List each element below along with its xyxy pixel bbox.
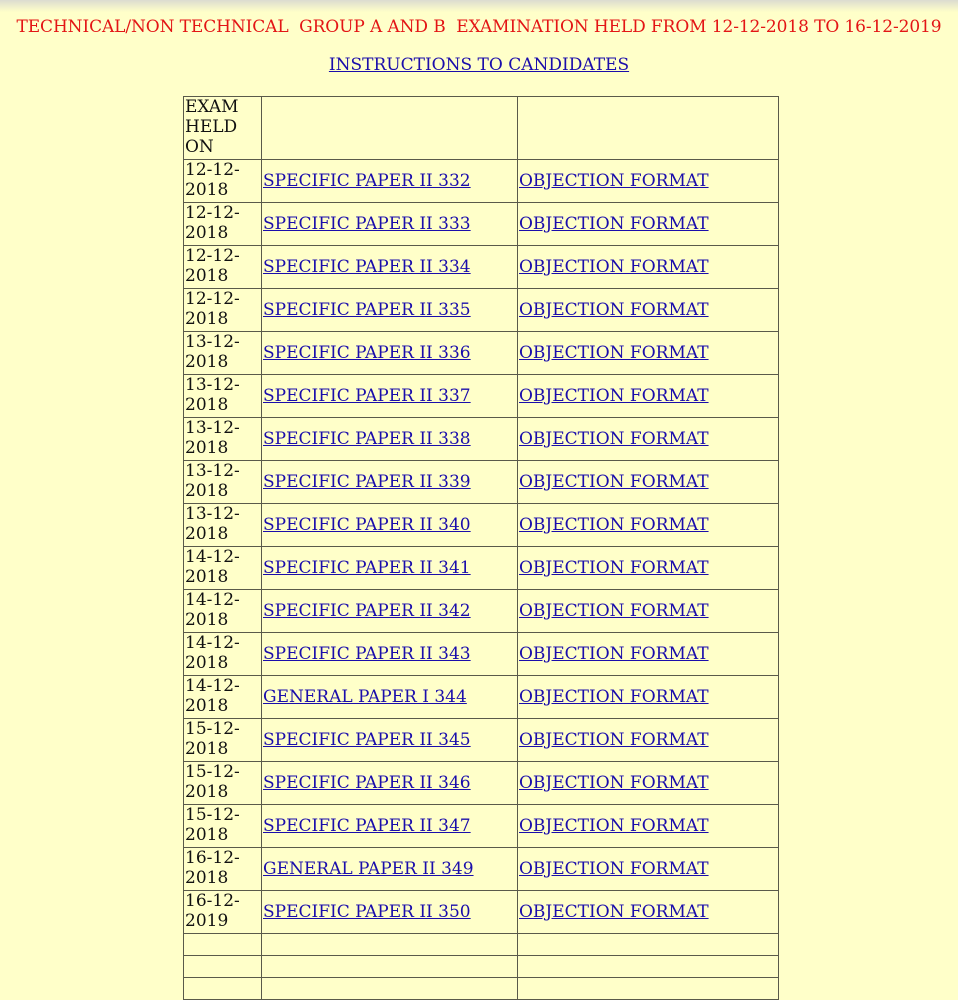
objection-format-link[interactable]: OBJECTION FORMAT [519,773,709,793]
paper-cell [262,676,518,719]
exam-date-cell: 14-12-2018 [184,547,262,590]
objection-cell [518,504,779,547]
top-shadow [0,0,958,12]
empty-cell [262,934,518,956]
paper-cell [262,547,518,590]
objection-cell [518,719,779,762]
exam-table-body [184,97,779,1000]
paper-link[interactable]: GENERAL PAPER II 349 [263,859,474,879]
paper-link[interactable]: SPECIFIC PAPER II 332 [263,171,471,191]
exam-date-cell: 12-12-2018 [184,203,262,246]
table-row [184,762,779,805]
exam-date-cell: 14-12-2018 [184,633,262,676]
exam-date-cell: 15-12-2018 [184,719,262,762]
paper-link[interactable]: SPECIFIC PAPER II 341 [263,558,471,578]
exam-date-cell: 13-12-2018 [184,418,262,461]
exam-date-cell: 15-12-2018 [184,762,262,805]
paper-link[interactable]: SPECIFIC PAPER II 346 [263,773,471,793]
table-row [184,246,779,289]
empty-cell [518,978,779,1000]
exam-date-cell: 16-12-2018 [184,848,262,891]
objection-format-link[interactable]: OBJECTION FORMAT [519,687,709,707]
table-row [184,289,779,332]
objection-format-link[interactable]: OBJECTION FORMAT [519,730,709,750]
paper-cell [262,332,518,375]
objection-format-link[interactable]: OBJECTION FORMAT [519,558,709,578]
objection-cell [518,203,779,246]
paper-cell [262,848,518,891]
objection-cell [518,332,779,375]
objection-format-link[interactable]: OBJECTION FORMAT [519,300,709,320]
header-date-cell: EXAM HELD ON [184,97,262,160]
table-row [184,461,779,504]
header-objection-cell [518,97,779,160]
objection-format-link[interactable]: OBJECTION FORMAT [519,644,709,664]
empty-table-row [184,934,779,956]
paper-cell [262,719,518,762]
paper-cell [262,504,518,547]
header-paper-cell [262,97,518,160]
empty-table-row [184,978,779,1000]
paper-cell [262,375,518,418]
objection-cell [518,590,779,633]
exam-date-cell: 13-12-2018 [184,375,262,418]
objection-cell [518,547,779,590]
paper-link[interactable]: SPECIFIC PAPER II 342 [263,601,471,621]
exam-date-cell: 12-12-2018 [184,160,262,203]
empty-cell [184,934,262,956]
table-row [184,547,779,590]
exam-date-cell: 16-12-2019 [184,891,262,934]
paper-link[interactable]: SPECIFIC PAPER II 347 [263,816,471,836]
paper-cell [262,461,518,504]
objection-format-link[interactable]: OBJECTION FORMAT [519,902,709,922]
table-row [184,504,779,547]
instructions-link[interactable]: INSTRUCTIONS TO CANDIDATES [328,55,630,75]
paper-link[interactable]: SPECIFIC PAPER II 345 [263,730,471,750]
objection-format-link[interactable]: OBJECTION FORMAT [519,214,709,234]
table-row [184,805,779,848]
paper-link[interactable]: SPECIFIC PAPER II 335 [263,300,471,320]
table-row [184,332,779,375]
paper-link[interactable]: SPECIFIC PAPER II 338 [263,429,471,449]
empty-cell [184,978,262,1000]
exam-date-cell: 14-12-2018 [184,590,262,633]
objection-cell [518,461,779,504]
paper-cell [262,289,518,332]
objection-format-link[interactable]: OBJECTION FORMAT [519,472,709,492]
empty-cell [518,934,779,956]
paper-link[interactable]: SPECIFIC PAPER II 343 [263,644,471,664]
table-row [184,891,779,934]
objection-format-link[interactable]: OBJECTION FORMAT [519,343,709,363]
objection-cell [518,676,779,719]
paper-link[interactable]: SPECIFIC PAPER II 334 [263,257,471,277]
paper-cell [262,633,518,676]
exam-date-cell: 15-12-2018 [184,805,262,848]
objection-cell [518,375,779,418]
objection-cell [518,891,779,934]
instructions-container [0,55,958,75]
objection-cell [518,848,779,891]
paper-link[interactable]: SPECIFIC PAPER II 336 [263,343,471,363]
exam-date-cell: 12-12-2018 [184,289,262,332]
paper-cell [262,762,518,805]
paper-cell [262,418,518,461]
objection-cell [518,633,779,676]
objection-format-link[interactable]: OBJECTION FORMAT [519,816,709,836]
paper-cell [262,203,518,246]
objection-format-link[interactable]: OBJECTION FORMAT [519,429,709,449]
objection-cell [518,418,779,461]
table-header-row [184,97,779,160]
paper-cell [262,805,518,848]
table-row [184,848,779,891]
table-row [184,375,779,418]
table-row [184,633,779,676]
objection-format-link[interactable]: OBJECTION FORMAT [519,515,709,535]
empty-cell [184,956,262,978]
paper-link[interactable]: SPECIFIC PAPER II 340 [263,515,471,535]
objection-format-link[interactable]: OBJECTION FORMAT [519,257,709,277]
table-row [184,160,779,203]
exam-date-cell: 13-12-2018 [184,504,262,547]
table-row [184,203,779,246]
paper-cell [262,590,518,633]
table-row [184,418,779,461]
paper-link[interactable]: SPECIFIC PAPER II 333 [263,214,471,234]
paper-link[interactable]: GENERAL PAPER I 344 [263,687,467,707]
paper-link[interactable]: SPECIFIC PAPER II 339 [263,472,471,492]
paper-link[interactable]: SPECIFIC PAPER II 350 [263,902,471,922]
paper-cell [262,160,518,203]
exam-date-cell: 13-12-2018 [184,461,262,504]
exam-date-cell: 14-12-2018 [184,676,262,719]
paper-link[interactable]: SPECIFIC PAPER II 337 [263,386,471,406]
objection-format-link[interactable]: OBJECTION FORMAT [519,171,709,191]
table-row [184,676,779,719]
empty-cell [262,956,518,978]
objection-format-link[interactable]: OBJECTION FORMAT [519,386,709,406]
objection-cell [518,289,779,332]
objection-format-link[interactable]: OBJECTION FORMAT [519,859,709,879]
empty-cell [518,956,779,978]
page-title: TECHNICAL/NON TECHNICAL GROUP A AND B EXAMINATION HELD FROM 12-12-2018 TO 16-12-2019 [16,17,942,37]
objection-format-link[interactable]: OBJECTION FORMAT [519,601,709,621]
objection-cell [518,160,779,203]
paper-cell [262,891,518,934]
objection-cell [518,805,779,848]
objection-cell [518,246,779,289]
table-row [184,590,779,633]
paper-cell [262,246,518,289]
exam-table [183,96,779,1000]
empty-cell [262,978,518,1000]
exam-date-cell: 13-12-2018 [184,332,262,375]
exam-date-cell: 12-12-2018 [184,246,262,289]
empty-table-row [184,956,779,978]
objection-cell [518,762,779,805]
table-row [184,719,779,762]
